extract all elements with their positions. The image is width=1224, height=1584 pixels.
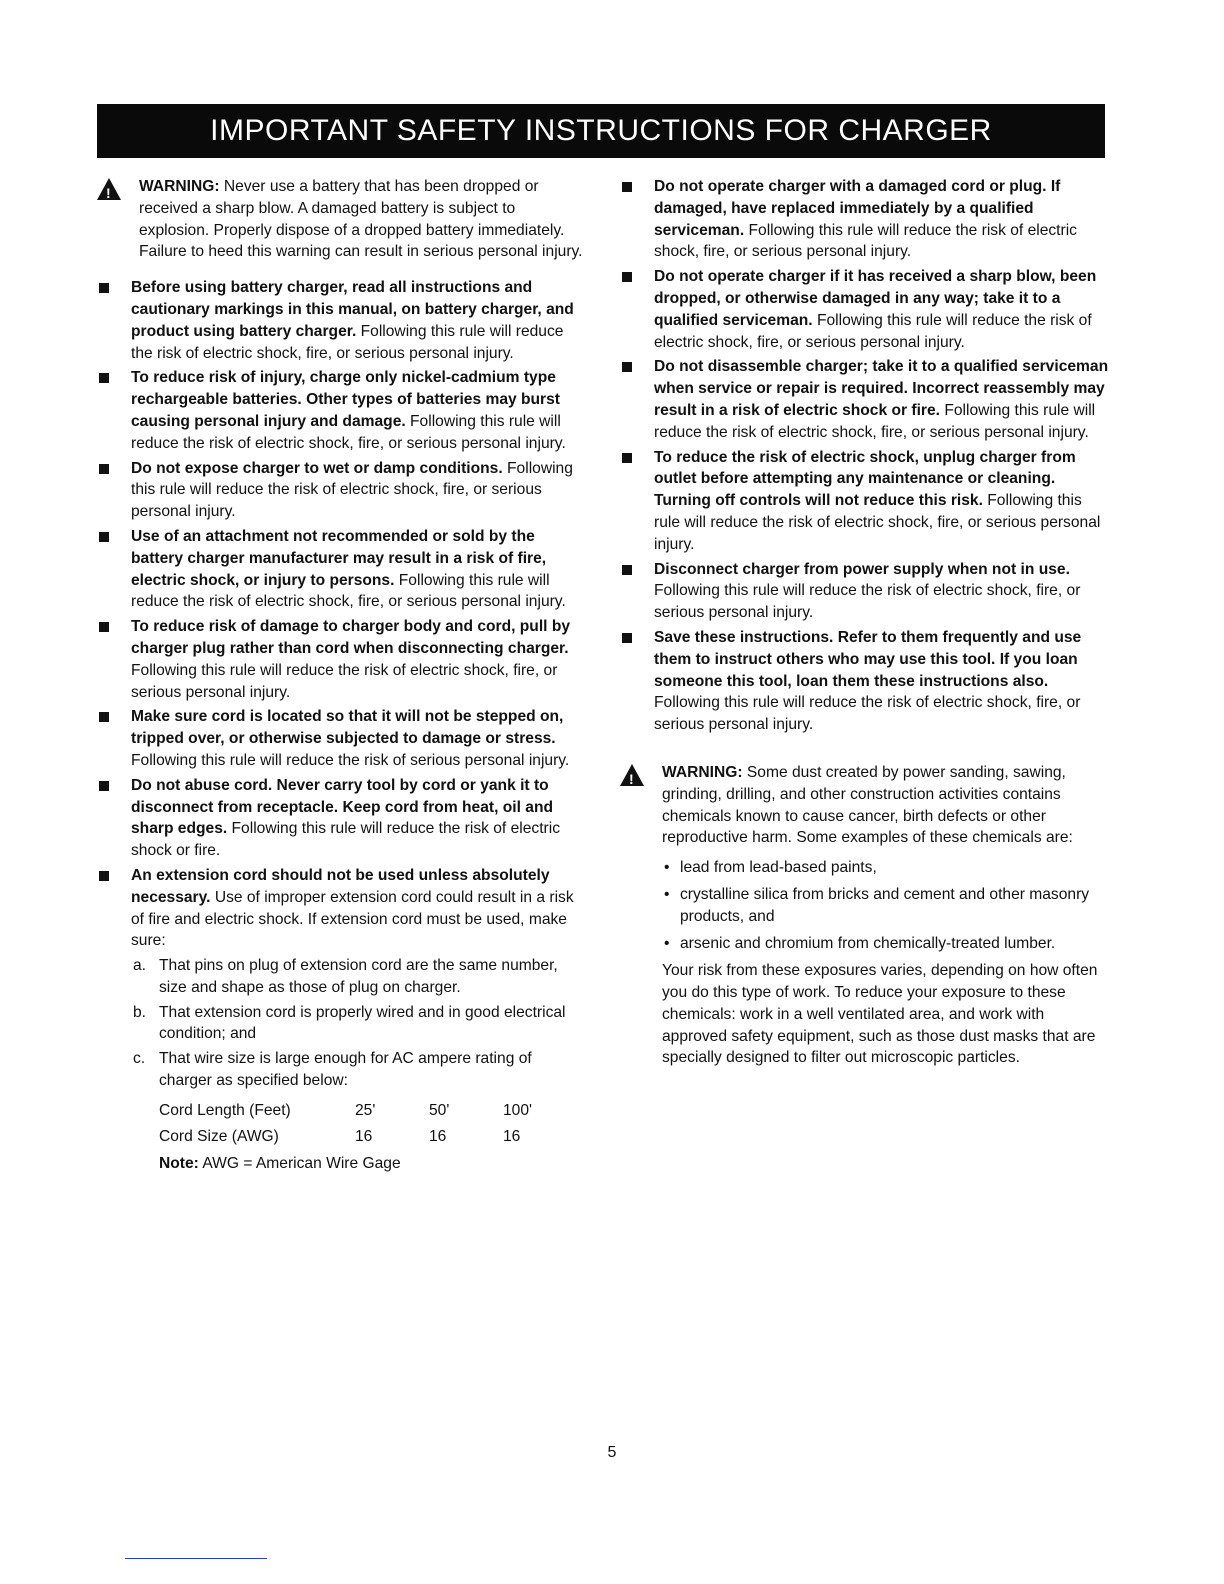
page-title: IMPORTANT SAFETY INSTRUCTIONS FOR CHARGER bbox=[97, 104, 1105, 158]
item-text: Following this rule will reduce the risk of electric shock, fire, or serious personal injury. bbox=[654, 221, 1077, 261]
square-bullet-icon bbox=[99, 781, 109, 791]
item-bold-text: To reduce the risk of electric shock, unplug charger from outlet before attempting any maintenance or cleaning. Turning off controls will not reduce this risk. bbox=[654, 448, 1076, 510]
item-text: Following this rule will reduce the risk of electric shock, fire, or serious personal injury. bbox=[654, 401, 1096, 441]
table-cell: 16 bbox=[355, 1127, 373, 1145]
list-item bbox=[97, 458, 587, 523]
square-bullet-icon bbox=[622, 182, 632, 192]
sub-item bbox=[97, 955, 587, 999]
sub-item bbox=[97, 1048, 587, 1092]
list-item bbox=[662, 884, 1110, 928]
item-text: Following this rule will reduce the risk of electric shock, fire, or serious personal injury. bbox=[131, 571, 566, 611]
item-bold-text: Do not operate charger if it has received a sharp blow, been dropped, or otherwise damaged in any way; take it to a qualified serviceman. bbox=[654, 268, 1097, 329]
bullet-dot-icon: • bbox=[664, 859, 670, 877]
table-cell: 25' bbox=[355, 1101, 376, 1119]
item-text: Following this rule will reduce the risk of serious personal injury. bbox=[131, 751, 570, 769]
list-item bbox=[620, 176, 1110, 263]
item-text: Use of improper extension cord could result in a risk of fire and electric shock. If extension cord must be used, make sure: bbox=[131, 888, 574, 950]
item-text: Following this rule will reduce the risk of electric shock, fire, or serious personal injury. bbox=[654, 694, 1081, 734]
sub-item bbox=[97, 1002, 587, 1046]
list-item bbox=[662, 857, 1110, 879]
item-text: Following this rule will reduce the risk of electric shock, fire, or serious personal injury. bbox=[131, 412, 566, 452]
list-item bbox=[620, 627, 1110, 736]
square-bullet-icon bbox=[99, 871, 109, 881]
right-column bbox=[620, 176, 1110, 1069]
list-item bbox=[620, 447, 1110, 556]
square-bullet-icon bbox=[99, 532, 109, 542]
table-cell: 50' bbox=[429, 1101, 450, 1119]
item-bold-text: Make sure cord is located so that it will not be stepped on, tripped over, or otherwise subjected to damage or stress. bbox=[131, 708, 564, 748]
bullet-text: arsenic and chromium from chemically-treated lumber. bbox=[680, 934, 1056, 952]
table-cell: Cord Size (AWG) bbox=[159, 1127, 279, 1145]
item-bold-text: Do not abuse cord. Never carry tool by cord or yank it to disconnect from receptacle. Keep cord from heat, oil and sharp edges. bbox=[131, 776, 553, 838]
item-bold-text: To reduce risk of damage to charger body and cord, pull by charger plug rather than cord when disconnecting charger. bbox=[131, 618, 571, 657]
dust-warning bbox=[620, 762, 1110, 849]
sub-item-text: That pins on plug of extension cord are the same number, size and shape as those of plug on charger. bbox=[159, 957, 558, 996]
list-item bbox=[97, 775, 587, 862]
square-bullet-icon bbox=[99, 283, 109, 293]
list-item bbox=[97, 616, 587, 703]
warning-icon bbox=[620, 764, 644, 786]
square-bullet-icon bbox=[622, 272, 632, 282]
list-item bbox=[620, 266, 1110, 353]
table-cell: 100' bbox=[503, 1101, 532, 1119]
square-bullet-icon bbox=[99, 464, 109, 474]
list-item bbox=[97, 526, 587, 613]
cord-table bbox=[159, 1098, 577, 1150]
bullet-text: crystalline silica from bricks and cement and other masonry products, and bbox=[680, 885, 1090, 925]
bullet-text: lead from lead-based paints, bbox=[680, 859, 877, 877]
sub-item-text: That wire size is large enough for AC ampere rating of charger as specified below: bbox=[159, 1050, 532, 1090]
table-cell: Cord Length (Feet) bbox=[159, 1101, 291, 1119]
bullet-dot-icon: • bbox=[664, 934, 670, 952]
warning-text: Some dust created by power sanding, sawing, grinding, drilling, and other construction activities contains chemicals known to cause cancer, birth defects or other reproductive harm. Some examples of these chemicals are: bbox=[662, 763, 1073, 847]
square-bullet-icon bbox=[622, 565, 632, 575]
list-item bbox=[97, 865, 587, 952]
page-number: 5 bbox=[607, 1444, 617, 1461]
item-bold-text: Before using battery charger, read all instructions and cautionary markings in this manual, on battery charger, and product using battery charger. bbox=[131, 279, 574, 340]
item-text: Following this rule will reduce the risk of electric shock, fire, or serious personal injury. bbox=[654, 492, 1101, 553]
item-bold-text: Disconnect charger from power supply when not in use. bbox=[654, 560, 1070, 578]
warning-icon bbox=[97, 178, 121, 200]
awg-note bbox=[159, 1153, 587, 1175]
table-cell: 16 bbox=[503, 1127, 521, 1145]
item-text: Following this rule will reduce the risk of electric shock, fire, or serious personal injury. bbox=[131, 661, 558, 701]
square-bullet-icon bbox=[99, 712, 109, 722]
sub-item-text: That extension cord is properly wired and in good electrical condition; and bbox=[159, 1003, 566, 1043]
item-text: Following this rule will reduce the risk of electric shock, fire, or serious personal injury. bbox=[654, 311, 1092, 351]
list-item bbox=[97, 706, 587, 771]
exposure-paragraph: Your risk from these exposures varies, depending on how often you do this type of work. To reduce your exposure to these chemicals: work in a well ventilated area, and work with approved safety equipment, such as those dust masks that are specially designed to filter out microscopic particles. bbox=[662, 962, 1098, 1067]
item-text: Following this rule will reduce the risk of electric shock, fire, or serious personal injury. bbox=[654, 582, 1081, 622]
table-row bbox=[159, 1124, 577, 1150]
warning-label: WARNING: bbox=[139, 178, 220, 195]
sub-item-letter: c. bbox=[133, 1050, 146, 1068]
table-cell: 16 bbox=[429, 1127, 447, 1145]
list-item bbox=[97, 277, 587, 364]
square-bullet-icon bbox=[622, 453, 632, 463]
bullet-dot-icon: • bbox=[664, 885, 670, 903]
square-bullet-icon bbox=[99, 622, 109, 632]
sub-item-letter: b. bbox=[133, 1003, 147, 1021]
note-label: Note: bbox=[159, 1155, 199, 1173]
footer-link-underline bbox=[125, 1558, 267, 1559]
item-bold-text: To reduce risk of injury, charge only nickel-cadmium type rechargeable batteries. Other types of batteries may burst causing personal injury and damage. bbox=[131, 369, 560, 430]
item-bold-text: Use of an attachment not recommended or sold by the battery charger manufacturer may result in a risk of fire, electric shock, or injury to persons. bbox=[131, 527, 547, 589]
chemical-list bbox=[662, 857, 1110, 954]
sub-item-letter: a. bbox=[133, 957, 147, 975]
square-bullet-icon bbox=[99, 373, 109, 383]
battery-warning bbox=[97, 176, 587, 263]
item-bold-text: Do not expose charger to wet or damp conditions. bbox=[131, 459, 503, 477]
item-bold-text: Save these instructions. Refer to them frequently and use them to instruct others who may use this tool. If you loan someone this tool, loan them these instructions also. bbox=[654, 628, 1082, 690]
note-text: AWG = American Wire Gage bbox=[198, 1155, 401, 1173]
item-text: Following this rule will reduce the risk of electric shock, fire, or serious personal injury. bbox=[131, 459, 573, 521]
warning-text: Never use a battery that has been dropped or received a sharp blow. A damaged battery is subject to explosion. Properly dispose of a dropped battery immediately. Failure to heed this warning can result in serious personal injury. bbox=[139, 178, 583, 261]
square-bullet-icon bbox=[622, 362, 632, 372]
item-text: Following this rule will reduce the risk of electric shock, fire, or serious personal injury. bbox=[131, 322, 564, 362]
list-item bbox=[620, 559, 1110, 624]
item-bold-text: Do not operate charger with a damaged cord or plug. If damaged, have replaced immediately by a qualified serviceman. bbox=[654, 178, 1061, 239]
list-item bbox=[620, 356, 1110, 443]
list-item bbox=[662, 933, 1110, 955]
item-bold-text: Do not disassemble charger; take it to a qualified serviceman when service or repair is required. Incorrect reassembly may result in a risk of electric shock or fire. bbox=[654, 358, 1109, 419]
item-bold-text: An extension cord should not be used unless absolutely necessary. bbox=[131, 866, 550, 906]
list-item bbox=[97, 367, 587, 454]
warning-label: WARNING: bbox=[662, 763, 743, 781]
square-bullet-icon bbox=[622, 633, 632, 643]
left-column bbox=[97, 176, 587, 1175]
item-text: Following this rule will reduce the risk of electric shock or fire. bbox=[131, 820, 560, 860]
table-row bbox=[159, 1098, 577, 1124]
